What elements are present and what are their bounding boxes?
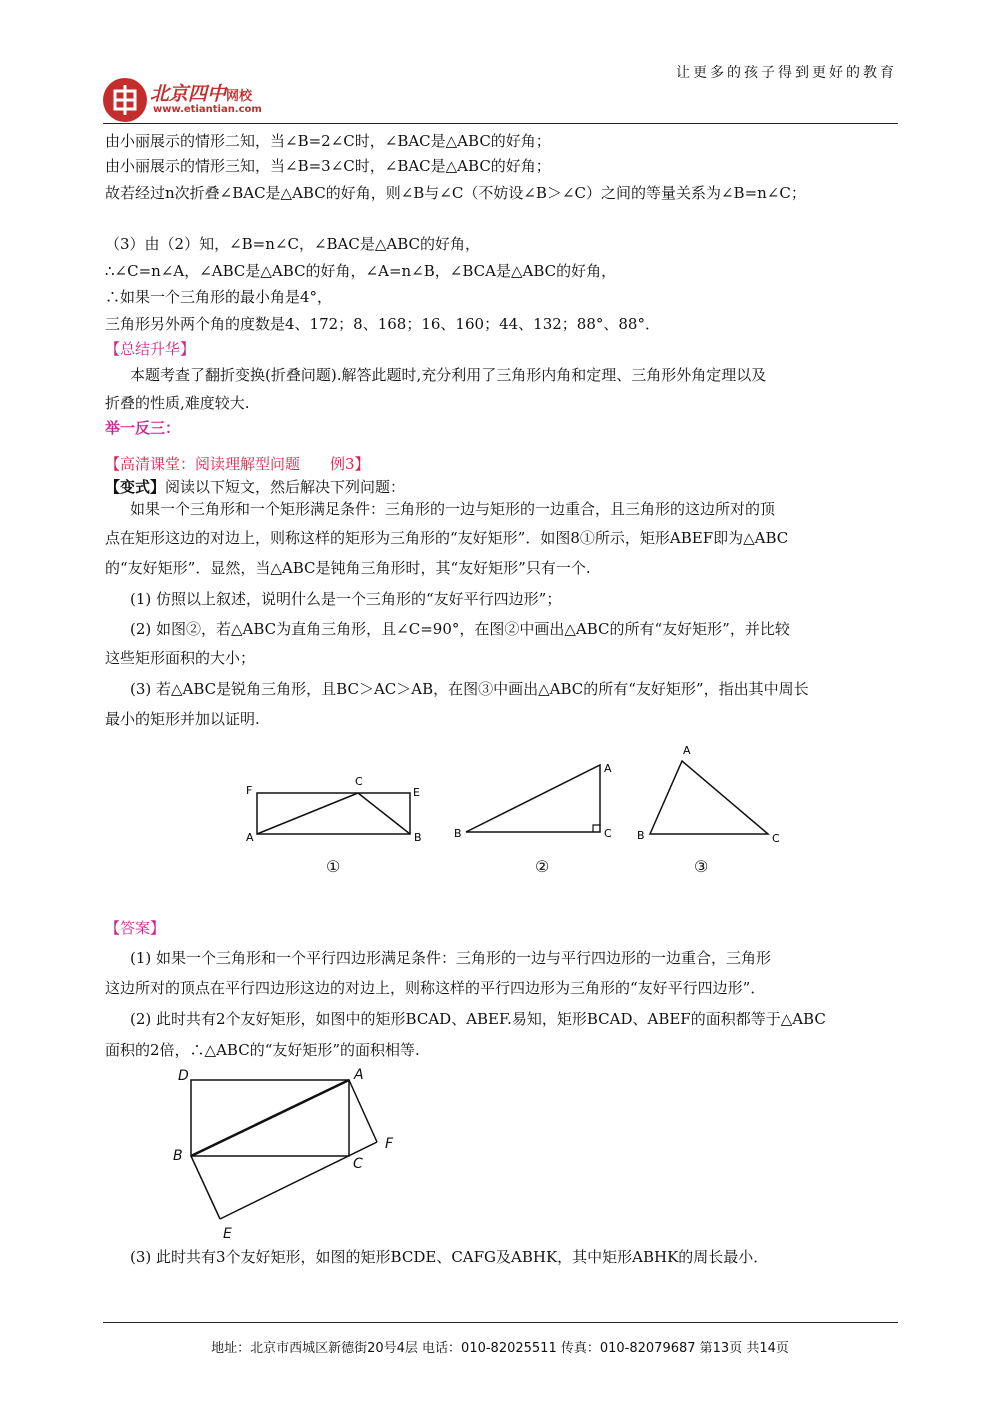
figure-3-caption: ③ [694, 857, 709, 876]
question-3: 最小的矩形并加以证明. [105, 710, 260, 728]
fig4-label-b: B [173, 1148, 183, 1164]
footer-info: 地址：北京市西城区新德街20号4层 电话：010-82025511 传真：010-82079687 第13页 共14页 [211, 1341, 789, 1356]
fig4-label-a: A [354, 1067, 364, 1083]
body-line: 由小丽展示的情形三知，当∠B=3∠C时，∠BAC是△ABC的好角； [105, 157, 551, 175]
fig1-label-e: E [413, 786, 420, 799]
figure-3-acute-triangle [637, 744, 780, 845]
fig1-label-f: F [246, 784, 253, 797]
fig2-label-b: B [454, 827, 462, 840]
variant-line: 【变式】阅读以下短文，然后解决下列问题： [105, 478, 406, 496]
fig2-label-a: A [604, 762, 612, 775]
fig4-label-e: E [223, 1226, 232, 1242]
body-line: 由小丽展示的情形二知，当∠B=2∠C时，∠BAC是△ABC的好角； [105, 132, 551, 150]
header-tagline: 让更多的孩子得到更好的教育 [676, 65, 897, 81]
question-2: (2) 如图②，若△ABC为直角三角形，且∠C=90°，在图②中画出△ABC的所有“友好矩形”，并比较 [130, 620, 790, 638]
answer-3: (3) 此时共有3个友好矩形，如图的矩形BCDE、CAFG及ABHK，其中矩形ABHK的周长最小． [130, 1248, 769, 1266]
header-divider [103, 123, 898, 124]
summary-text: 折叠的性质,难度较大. [105, 394, 250, 412]
body-line: ∴∠C=n∠A，∠ABC是△ABC的好角，∠A=n∠B，∠BCA是△ABC的好角， [105, 262, 617, 280]
variant-para: 的“友好矩形”．显然，当△ABC是钝角三角形时，其“友好矩形”只有一个. [105, 559, 591, 577]
fig1-label-a: A [246, 831, 254, 844]
fig4-label-f: F [385, 1136, 394, 1152]
answer-2: 面积的2倍，∴△ABC的“友好矩形”的面积相等. [105, 1041, 420, 1059]
fig1-label-b: B [414, 831, 422, 844]
answer-figure [165, 1060, 415, 1245]
fig2-label-c: C [604, 827, 612, 840]
logo-url: www.etiantian.com [153, 104, 262, 115]
answer-heading: 【答案】 [105, 919, 166, 937]
answer-1: (1) 如果一个三角形和一个平行四边形满足条件：三角形的一边与平行四边形的一边重合，三角形 [130, 949, 772, 967]
school-logo-icon [103, 78, 147, 122]
variant-para: 点在矩形这边的对边上，则称这样的矩形为三角形的“友好矩形”．如图8①所示，矩形ABEF即为△ABC [105, 529, 789, 547]
answer-2: (2) 此时共有2个友好矩形，如图中的矩形BCAD、ABEF.易知，矩形BCAD、ABEF的面积都等于△ABC [130, 1010, 826, 1028]
body-line: 三角形另外两个角的度数是4、172；8、168；16、160；44、132；88°、88°． [105, 315, 660, 333]
footer-divider [103, 1322, 898, 1323]
fig3-label-c: C [772, 832, 780, 845]
figures-row [240, 738, 800, 853]
question-1: (1) 仿照以上叙述，说明什么是一个三角形的“友好平行四边形”； [130, 590, 562, 608]
answer-1: 这边所对的顶点在平行四边形这边的对边上，则称这样的平行四边形为三角形的“友好平行四边形”． [105, 979, 766, 997]
summary-heading: 【总结升华】 [105, 340, 196, 358]
logo-title: 北京四中网校 [150, 83, 253, 105]
question-2: 这些矩形面积的大小； [105, 649, 256, 667]
figure-2-caption: ② [535, 857, 550, 876]
fig1-label-c: C [355, 775, 363, 788]
fig3-label-b: B [637, 829, 645, 842]
fig3-label-a: A [683, 744, 691, 757]
lesson-heading: 【高清课堂：阅读理解型问题 例3】 [105, 455, 370, 473]
variant-para: 如果一个三角形和一个矩形满足条件：三角形的一边与矩形的一边重合，且三角形的这边所对的顶 [130, 500, 776, 518]
figure-1-rectangle [246, 775, 422, 844]
question-3: (3) 若△ABC是锐角三角形，且BC＞AC＞AB，在图③中画出△ABC的所有“友好矩形”，指出其中周长 [130, 680, 809, 698]
figure-2-right-triangle [454, 762, 612, 840]
body-line: （3）由（2）知，∠B=n∠C，∠BAC是△ABC的好角， [105, 235, 481, 253]
summary-text: 本题考查了翻折变换(折叠问题).解答此题时,充分利用了三角形内角和定理、三角形外角定理以及 [130, 366, 767, 384]
practice-heading: 举一反三： [105, 419, 181, 437]
figure-1-caption: ① [326, 857, 341, 876]
body-line: ∴如果一个三角形的最小角是4°， [105, 288, 333, 306]
fig4-label-c: C [353, 1156, 363, 1172]
variant-tag: 【变式】 [105, 478, 166, 496]
fig4-label-d: D [178, 1068, 189, 1084]
body-line: 故若经过n次折叠∠BAC是△ABC的好角，则∠B与∠C（不妨设∠B＞∠C）之间的等量关系为∠B=n∠C； [105, 184, 806, 202]
